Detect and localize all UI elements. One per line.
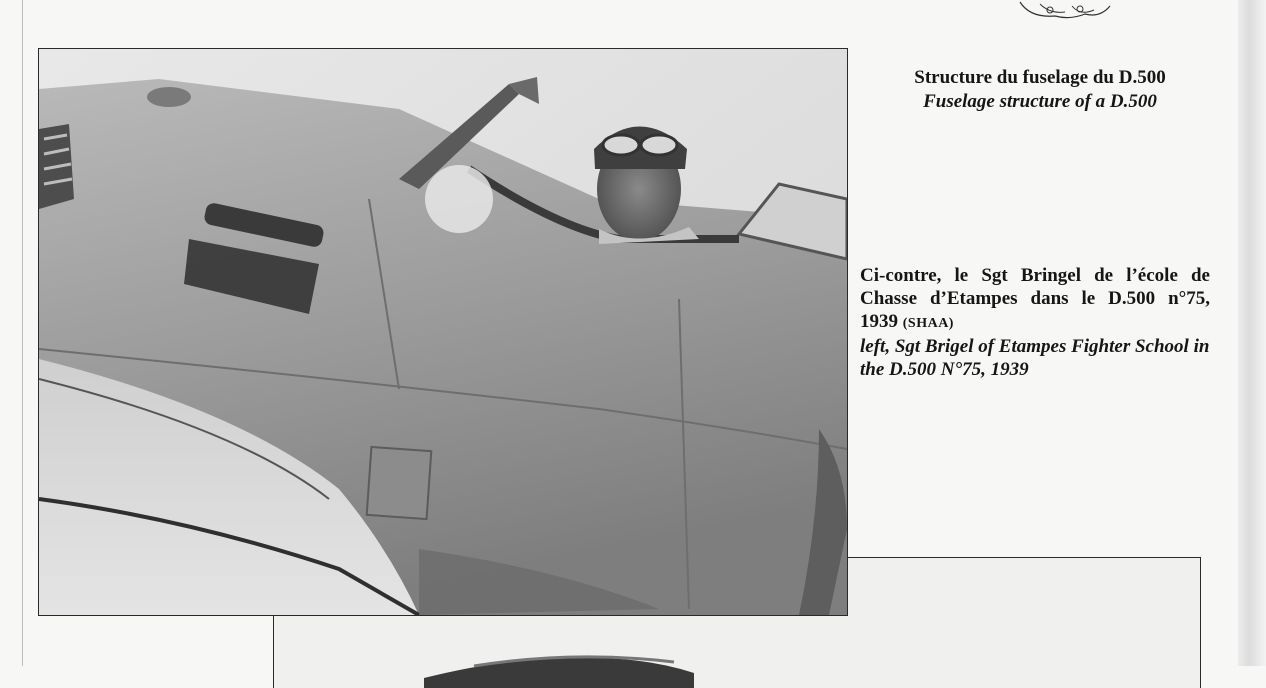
pilot-caption-french: Ci-contre, le Sgt Bringel de l’école de Chasse d’Etampes dans le D.500 n°75, 1939 <box>860 265 1210 332</box>
aircraft-sketch-drawing <box>1010 0 1120 22</box>
pilot-caption-english: left, Sgt Brigel of Etampes Fighter School in the D.500 N°75, 1939 <box>860 336 1210 380</box>
page-gutter-line <box>22 0 23 666</box>
photo-illustration <box>39 49 847 615</box>
pilot-cockpit-photo <box>38 48 848 616</box>
photo-credit: (SHAA) <box>902 316 954 331</box>
pilot-caption-french-block <box>860 264 1210 335</box>
page-spine-shadow <box>1238 0 1266 666</box>
fuselage-caption <box>870 66 1210 114</box>
pilot-caption <box>860 264 1210 381</box>
fuselage-caption-english: Fuselage structure of a D.500 <box>923 91 1157 112</box>
fuselage-caption-french: Structure du fuselage du D.500 <box>914 67 1166 88</box>
